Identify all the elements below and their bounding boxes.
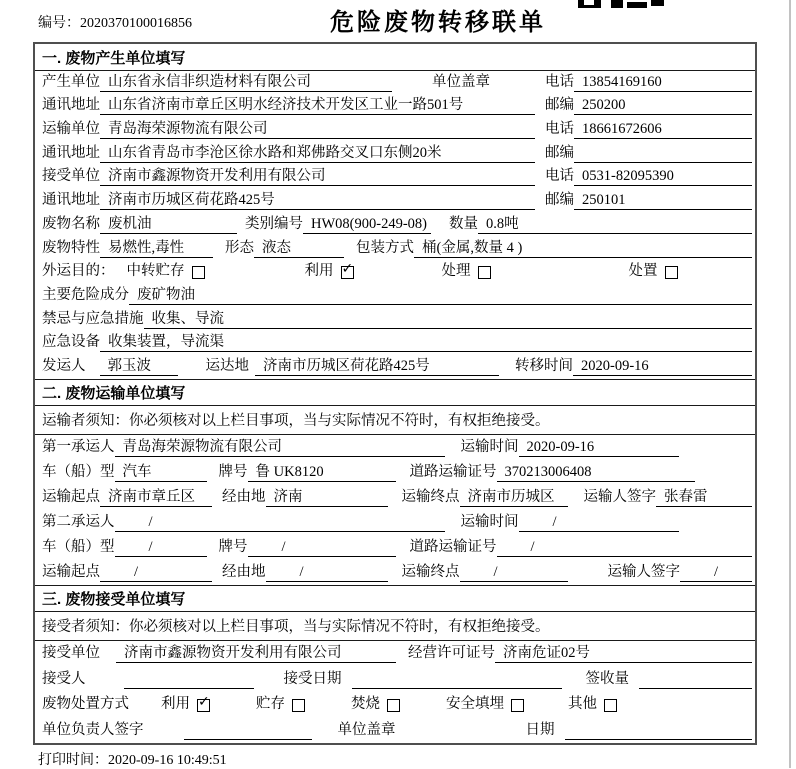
receipt-qty-label: 签收量 (585, 670, 629, 687)
checkbox-icon (292, 699, 305, 712)
equipment-value: 收集装置，导流渠 (100, 330, 752, 352)
checkbox-icon (478, 266, 491, 279)
category-value: HW08(900-249-08) (303, 216, 431, 234)
permit-value: 济南危证02号 (495, 641, 752, 663)
plate-label: 牌号 (218, 463, 248, 480)
purpose-option-dispose (629, 259, 678, 281)
disposal-option-label: 其他 (568, 696, 597, 713)
route1-start-value: 济南市章丘区 (100, 485, 212, 507)
carrier2-time-value: / (519, 514, 679, 532)
route2-via-value: / (266, 564, 388, 582)
phone-label: 电话 (545, 73, 574, 90)
disposal-option-other (568, 692, 617, 714)
transporter-row (35, 118, 755, 142)
serial-value: 2020370100016856 (80, 16, 192, 31)
disposal-option-landfill (446, 692, 524, 714)
receiver-address-value: 济南市历城区荷花路425号 (100, 188, 535, 210)
transport-time-label: 运输时间 (460, 513, 519, 530)
checkbox-icon (604, 699, 617, 712)
print-time-value: 2020-09-16 10:49:51 (108, 753, 227, 768)
route1-row (35, 485, 755, 510)
carrier1-label: 第一承运人 (42, 438, 115, 455)
purpose-option-label: 处置 (628, 263, 658, 280)
purpose-option-label: 处理 (441, 263, 471, 280)
zip-label: 邮编 (545, 144, 574, 161)
producer-value: 山东省永信非织造材料有限公司 (100, 70, 392, 92)
receiver-row (35, 166, 755, 190)
dispatcher-label: 发运人 (42, 357, 86, 374)
vehicle-type-label: 车（船）型 (42, 463, 115, 480)
accept-unit-value: 济南市鑫源物资开发利用有限公司 (116, 641, 396, 663)
accept-unit-row (35, 641, 755, 667)
acceptor-row (35, 666, 755, 692)
responsible-sign-value (184, 739, 312, 740)
purpose-label: 外运目的： (42, 263, 115, 280)
waste-props-value: 易燃性,毒性 (100, 236, 213, 258)
vehicle2-license-value: / (497, 539, 753, 557)
address-label: 通讯地址 (42, 144, 100, 161)
receiver-value: 济南市鑫源物资开发利用有限公司 (100, 164, 535, 186)
carrier1-row (35, 435, 755, 460)
receiver-phone-value: 0531-82095390 (574, 168, 752, 186)
road-license-label: 道路运输证号 (409, 463, 497, 480)
carrier1-time-value: 2020-09-16 (519, 439, 679, 457)
transporter-notice: 运输者须知：你必须核对以上栏目事项，当与实际情况不符时，有权拒绝接受。 (35, 406, 755, 435)
transporter-label: 运输单位 (42, 121, 100, 138)
producer-address-value: 山东省济南市章丘区明水经济技术开发区工业一路501号 (100, 93, 535, 115)
route2-start-value: / (100, 564, 212, 582)
receiver-address-row (35, 189, 755, 213)
checkbox-icon (511, 699, 524, 712)
route1-sign-value: 张春雷 (656, 485, 752, 507)
transporter-phone-value: 18661672606 (574, 121, 752, 139)
carrier2-value: / (115, 514, 445, 532)
waste-props-label: 废物特性 (42, 239, 100, 256)
transporter-value: 青岛海荣源物流有限公司 (100, 117, 535, 139)
producer-row (35, 71, 755, 95)
emergency-row (35, 308, 755, 332)
responsible-sign-label: 单位负责人签字 (42, 721, 144, 738)
carrier1-value: 青岛海荣源物流有限公司 (115, 435, 445, 457)
route1-via-value: 济南 (266, 485, 388, 507)
producer-label: 产生单位 (42, 73, 100, 90)
checkbox-icon (387, 699, 400, 712)
form-value: 液态 (254, 236, 344, 258)
transporter-sign-label: 运输人签字 (583, 488, 656, 505)
transport-time-label: 运输时间 (460, 438, 519, 455)
vehicle2-plate-value: / (248, 539, 396, 557)
vehicle1-plate-value: 鲁 UK8120 (248, 460, 396, 482)
producer-address-row (35, 95, 755, 119)
pack-value: 桶(金属,数量 4 ) (414, 236, 752, 258)
disposal-option-label: 利用 (161, 696, 190, 713)
seal-label: 单位盖章 (432, 73, 490, 90)
quantity-value: 0.8吨 (478, 212, 752, 234)
checkbox-icon (341, 266, 354, 279)
vehicle1-row (35, 460, 755, 485)
receipt-qty-value (639, 688, 752, 689)
disposal-option-label: 贮存 (256, 696, 285, 713)
waste-name-row (35, 213, 755, 237)
hazard-row (35, 284, 755, 308)
carrier2-label: 第二承运人 (42, 513, 115, 530)
purpose-option-treat (442, 259, 491, 281)
route1-end-value: 济南市历城区 (460, 485, 568, 507)
date-value (565, 739, 753, 740)
receiver-zip-value: 250101 (574, 192, 752, 210)
carrier2-row (35, 510, 755, 535)
purpose-option-transfer (127, 259, 205, 281)
transporter-address-value: 山东省青岛市李沧区徐水路和郑佛路交叉口东侧20米 (100, 141, 535, 163)
disposal-option-utilize (161, 692, 210, 714)
section1-heading: 一. 废物产生单位填写 (35, 44, 755, 71)
route-start-label: 运输起点 (42, 488, 100, 505)
route-via-label: 经由地 (222, 488, 266, 505)
disposal-option-store (256, 692, 305, 714)
waste-name-value: 废机油 (100, 212, 237, 234)
transfer-time-value: 2020-09-16 (573, 358, 752, 376)
road-license-label: 道路运输证号 (409, 538, 497, 555)
disposal-option-incinerate (351, 692, 400, 714)
dispatcher-value: 郭玉波 (100, 354, 178, 376)
permit-label: 经营许可证号 (408, 645, 495, 662)
producer-zip-value: 250200 (574, 97, 752, 115)
serial-number (38, 12, 192, 32)
vehicle1-type-value: 汽车 (115, 460, 207, 482)
purpose-option-label: 利用 (304, 263, 334, 280)
disposal-row (35, 692, 755, 718)
disposal-option-label: 安全填埋 (446, 696, 504, 713)
acceptor-value (124, 688, 254, 689)
route2-sign-value: / (680, 564, 752, 582)
hazard-value: 废矿物油 (129, 283, 752, 305)
waste-name-label: 废物名称 (42, 215, 100, 232)
transporter-sign-label: 运输人签字 (607, 563, 680, 580)
acceptor-label: 接受人 (42, 670, 86, 687)
hazard-label: 主要危险成分 (42, 286, 129, 303)
route-end-label: 运输终点 (401, 488, 460, 505)
producer-phone-value: 13854169160 (574, 74, 752, 92)
destination-value: 济南市历城区荷花路425号 (255, 354, 499, 376)
checkbox-icon (197, 699, 210, 712)
destination-label: 运达地 (205, 357, 249, 374)
checkbox-icon (192, 266, 205, 279)
emergency-value: 收集、导流 (144, 307, 753, 329)
transporter-address-row (35, 142, 755, 166)
vehicle2-type-value: / (115, 539, 207, 557)
zip-label: 邮编 (545, 192, 574, 209)
address-label: 通讯地址 (42, 192, 100, 209)
serial-label: 编号： (38, 16, 80, 31)
section2-heading: 二. 废物运输单位填写 (35, 379, 755, 406)
disposal-option-label: 焚烧 (351, 696, 380, 713)
accept-date-value (352, 688, 562, 689)
waste-props-row (35, 237, 755, 261)
pack-label: 包装方式 (356, 239, 414, 256)
quantity-label: 数量 (449, 215, 478, 232)
transporter-zip-value (574, 162, 752, 163)
unit-seal-label: 单位盖章 (337, 721, 396, 738)
accept-unit-label: 接受单位 (42, 645, 100, 662)
page-title: 危险废物转移联单 (330, 9, 546, 36)
page-edge-line (789, 0, 791, 768)
receiver-label: 接受单位 (42, 168, 100, 185)
purpose-option-label: 中转贮存 (126, 263, 185, 280)
vehicle1-license-value: 370213006408 (497, 464, 695, 482)
form-label: 形态 (225, 239, 254, 256)
zip-label: 邮编 (545, 97, 574, 114)
phone-label: 电话 (545, 121, 574, 138)
receiver-notice: 接受者须知：你必须核对以上栏目事项，当与实际情况不符时，有权拒绝接受。 (35, 612, 755, 641)
qr-code-fragment (578, 0, 664, 8)
route2-end-value: / (460, 564, 568, 582)
equipment-row (35, 332, 755, 356)
transfer-time-label: 转移时间 (515, 357, 573, 374)
print-time (38, 749, 227, 769)
section3-heading: 三. 废物接受单位填写 (35, 585, 755, 612)
vehicle2-row (35, 535, 755, 560)
address-label: 通讯地址 (42, 97, 100, 114)
dispatch-row (35, 355, 755, 379)
checkbox-icon (665, 266, 678, 279)
signature-row (35, 717, 755, 743)
accept-date-label: 接受日期 (283, 670, 342, 687)
plate-label: 牌号 (218, 538, 248, 555)
equipment-label: 应急设备 (42, 334, 100, 351)
vehicle-type-label: 车（船）型 (42, 538, 115, 555)
purpose-row (35, 261, 755, 285)
emergency-label: 禁忌与应急措施 (42, 310, 144, 327)
category-label: 类别编号 (245, 215, 303, 232)
date-label: 日期 (525, 721, 555, 738)
phone-label: 电话 (545, 168, 574, 185)
purpose-option-utilize (305, 259, 354, 281)
manifest-form (33, 42, 757, 745)
route-end-label: 运输终点 (401, 563, 460, 580)
disposal-label: 废物处置方式 (42, 696, 129, 713)
route-start-label: 运输起点 (42, 563, 100, 580)
route-via-label: 经由地 (222, 563, 266, 580)
print-time-label: 打印时间： (38, 753, 108, 768)
route2-row (35, 560, 755, 585)
